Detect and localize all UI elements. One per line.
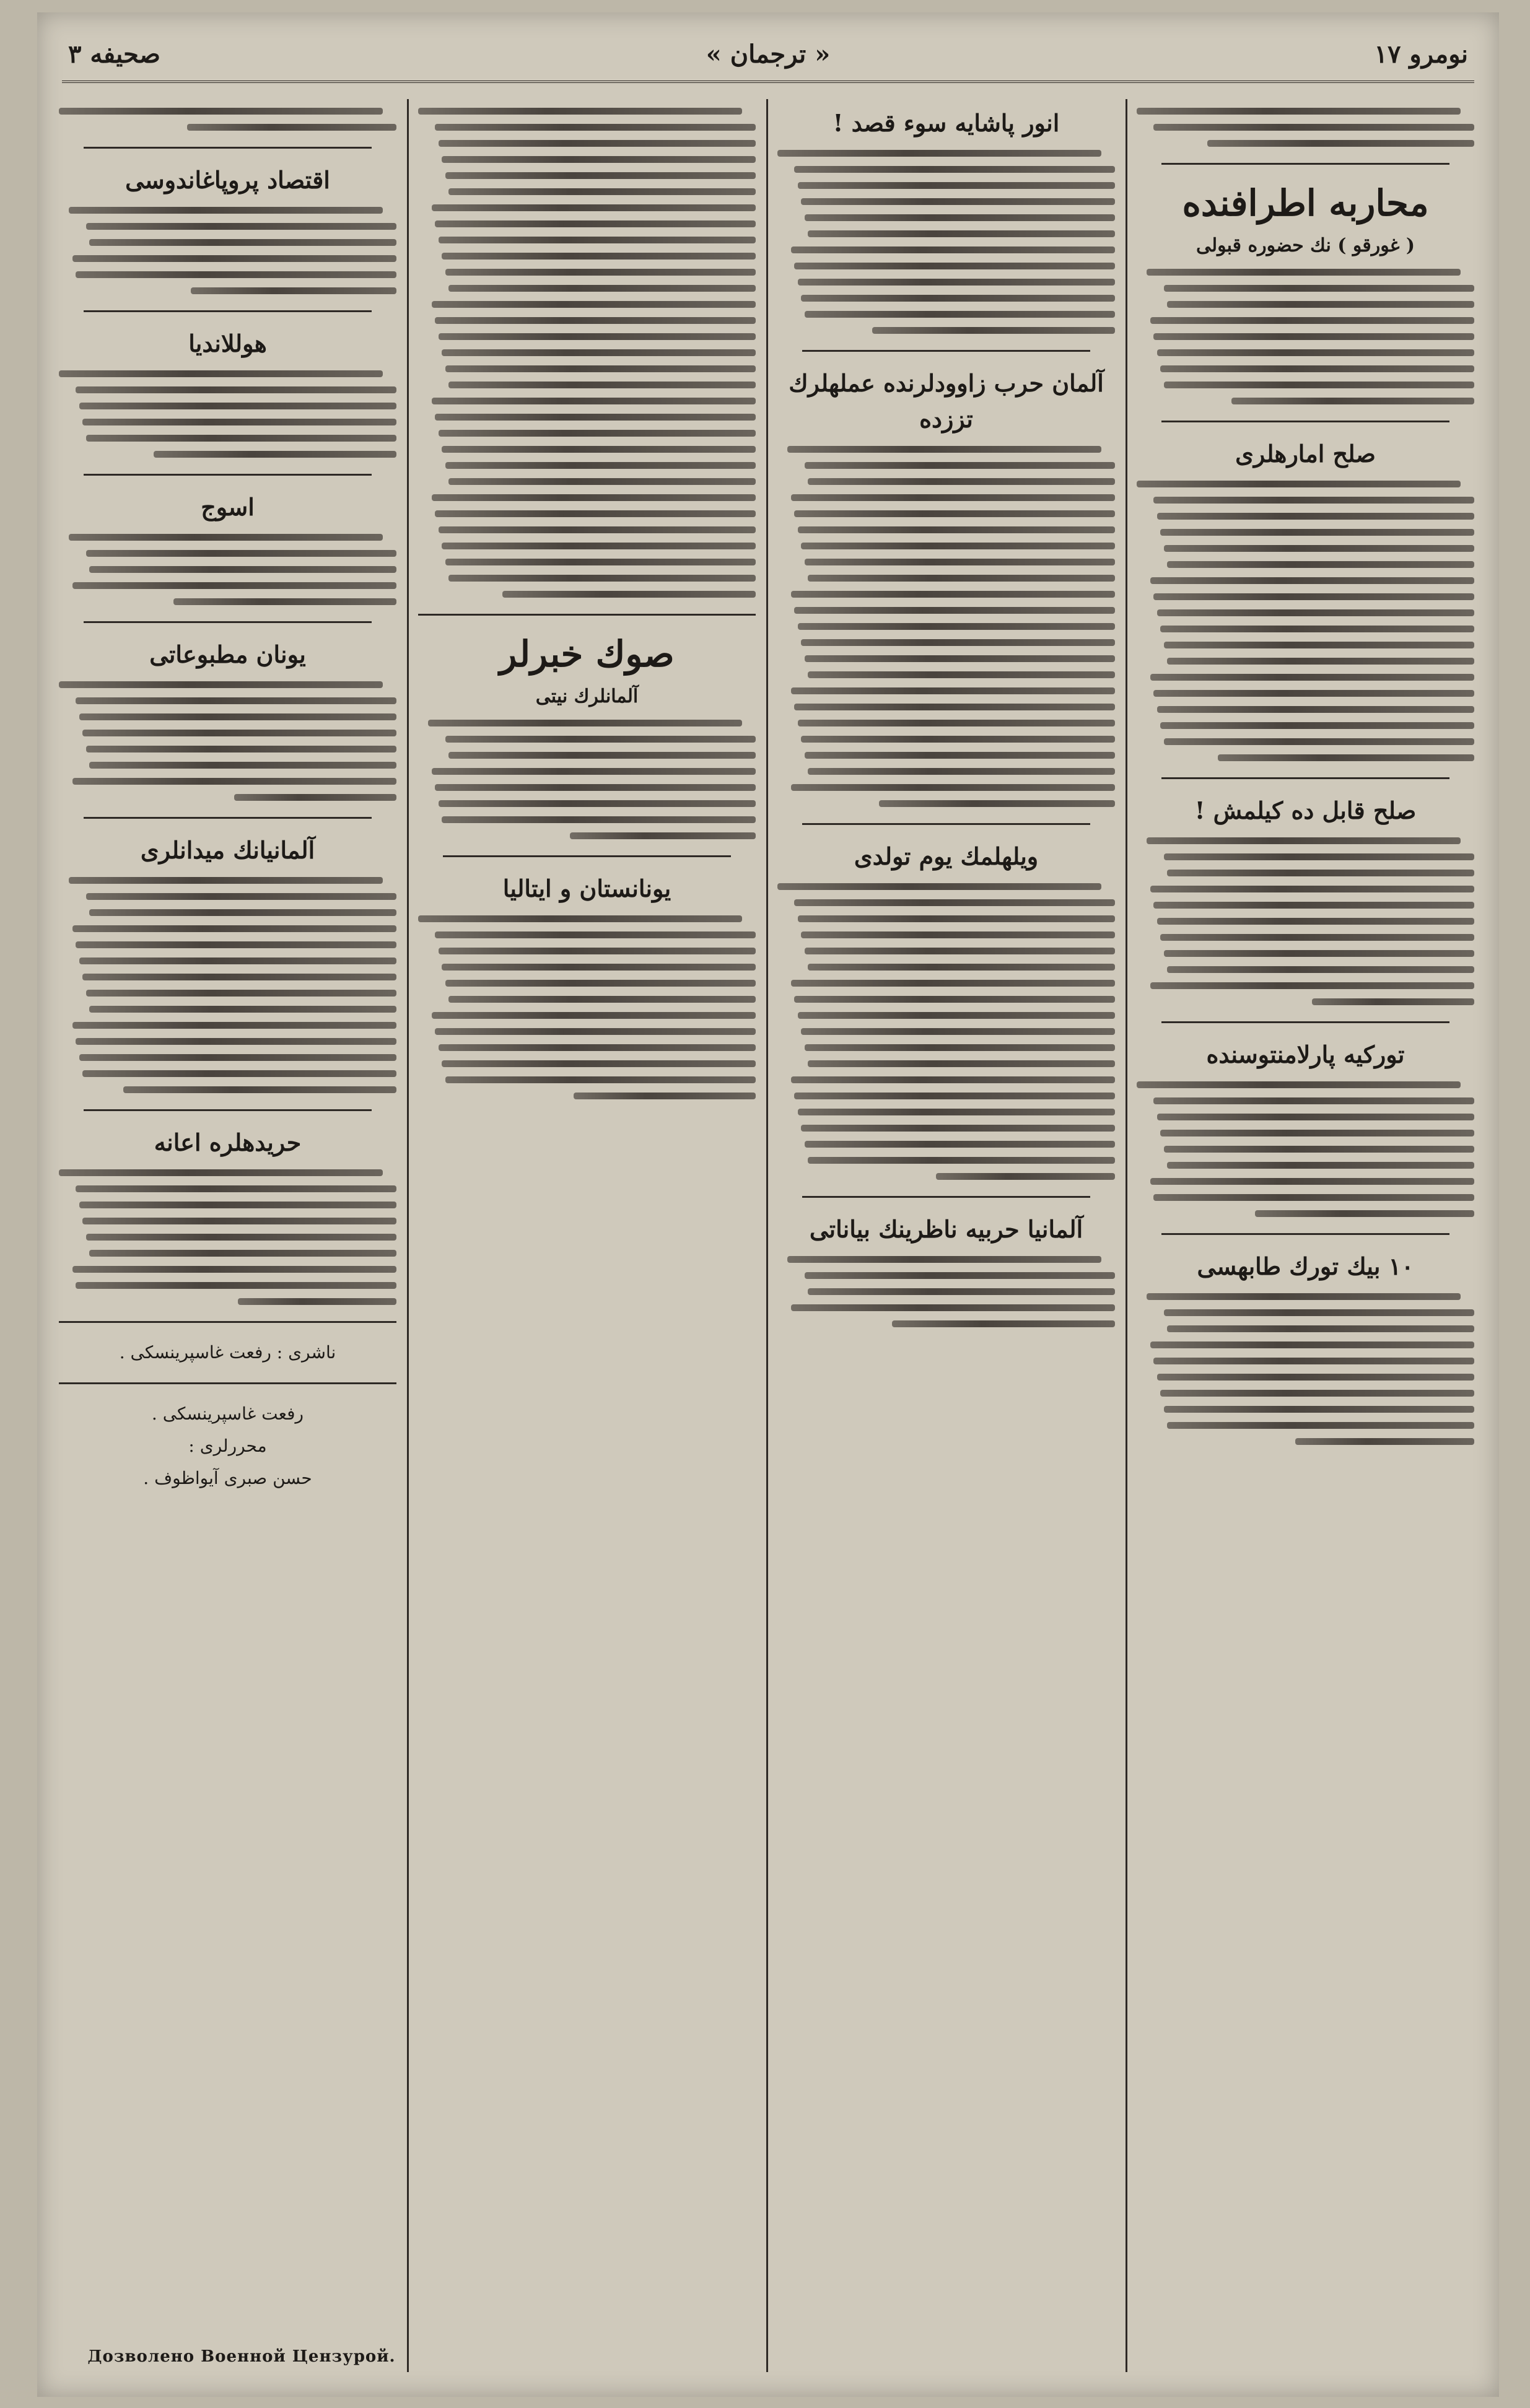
column-2: [777, 99, 1115, 2372]
article-body-text: [59, 681, 396, 801]
article-divider: [802, 350, 1090, 352]
column-rule: [1126, 99, 1127, 2372]
article-divider: [1161, 1233, 1449, 1235]
article: [777, 365, 1115, 807]
article-headline: هوللانديا: [188, 329, 267, 357]
article-headline: انور پاشایه سوء قصد !: [833, 109, 1060, 137]
article-body-text: [59, 877, 396, 1093]
column-4: [59, 99, 396, 2372]
article-divider: [802, 1196, 1090, 1198]
article-headline: ١٠ بيك تورك طابهسی: [1197, 1252, 1414, 1280]
article-body-text: [59, 370, 396, 458]
article: [59, 832, 396, 1093]
article-body-text: [59, 1169, 396, 1305]
editors-block: [59, 1398, 396, 1494]
article-body-text: [777, 446, 1115, 807]
article-divider: [84, 817, 372, 819]
article-divider: [1161, 1021, 1449, 1023]
article: [59, 1125, 396, 1305]
article-body-text: [59, 534, 396, 605]
article-body-text: [1137, 108, 1474, 147]
page-header: [62, 25, 1474, 83]
article: [1137, 1037, 1474, 1217]
article-body-text: [418, 720, 756, 839]
article-body-text: [1137, 269, 1474, 404]
article: [777, 839, 1115, 1180]
divider: [59, 1321, 396, 1323]
article: [59, 108, 396, 131]
article-divider: [84, 621, 372, 623]
article: [777, 1211, 1115, 1327]
issue-number: نومرو ١٧: [1374, 40, 1468, 69]
article-headline: توركيه پارلامنتوسنده: [1206, 1040, 1405, 1068]
article-divider: [84, 310, 372, 312]
article-headline: يونانستان و ايتاليا: [502, 875, 671, 902]
article-divider: [1161, 163, 1449, 165]
article-headline: يونان مطبوعاتی: [149, 640, 306, 668]
article-headline: صلح قابل ده كيلمش !: [1194, 796, 1417, 824]
article: [1137, 436, 1474, 761]
article: [59, 162, 396, 294]
article: [418, 629, 756, 839]
article-headline: آلمانيانك ميدانلری: [140, 836, 315, 864]
article-body-text: [418, 915, 756, 1099]
article-divider: [84, 147, 372, 149]
article-headline: ويلهلمك يوم تولدی: [854, 842, 1039, 870]
editor-name: حسن صبری آيواظوف .: [143, 1468, 312, 1488]
censor-stamp: Дозволено Военной Цензурой.: [87, 2347, 396, 2366]
publisher-line: ناشری : رفعت غاسپرينسكی .: [119, 1342, 336, 1363]
article-headline: محاربه اطرافنده: [1182, 182, 1429, 224]
article: [777, 105, 1115, 334]
article-headline: صلح امارهلری: [1235, 440, 1376, 468]
newspaper-title: « ترجمان »: [706, 40, 831, 69]
article-body-text: [418, 108, 756, 598]
article-divider: [1161, 777, 1449, 779]
article-headline: آلمان حرب زاوودلرنده عملهلرك تززده: [789, 369, 1104, 433]
article: [1137, 178, 1474, 404]
article: [1137, 793, 1474, 1005]
article-body-text: [1137, 1081, 1474, 1217]
article-body-text: [59, 108, 396, 131]
article-body-text: [777, 1256, 1115, 1327]
article-body-text: [777, 150, 1115, 334]
article: [59, 326, 396, 458]
article: [1137, 108, 1474, 147]
page-number: صحیفه ٣: [68, 40, 160, 69]
article: [59, 489, 396, 605]
newspaper-page: [37, 12, 1499, 2397]
article-headline: اسوج: [201, 493, 255, 521]
article-headline: صوك خبرلر: [499, 633, 675, 675]
article-body-text: [777, 883, 1115, 1180]
article-divider: [84, 1109, 372, 1111]
column-1: [1137, 99, 1474, 2372]
article: [418, 871, 756, 1099]
article: [418, 108, 756, 598]
article-divider: [443, 855, 731, 857]
divider: [59, 1382, 396, 1384]
article-headline: آلمانيا حربيه ناظرينك بياناتی: [809, 1215, 1083, 1243]
editors-label: محررلری :: [188, 1436, 267, 1456]
article-headline: اقتصاد پروپاغاندوسی: [125, 166, 330, 194]
article-divider: [84, 474, 372, 476]
article-divider: [802, 823, 1090, 825]
article-body-text: [59, 207, 396, 294]
article-divider: [1161, 421, 1449, 422]
article-divider: [418, 614, 756, 616]
article-body-text: [1137, 1293, 1474, 1445]
column-3: [418, 99, 756, 2372]
article-body-text: [1137, 481, 1474, 761]
article-body-text: [1137, 837, 1474, 1005]
article-headline: حريدهلره اعانه: [154, 1128, 302, 1156]
editor-name: رفعت غاسپرينسكی .: [151, 1403, 304, 1424]
article: [1137, 1249, 1474, 1445]
article-subheadline: ( غورقو ) نك حضوره قبولی: [1196, 235, 1415, 256]
column-rule: [407, 99, 409, 2372]
column-rule: [766, 99, 768, 2372]
article: [59, 637, 396, 801]
article-subheadline: آلمانلرك نيتی: [535, 686, 639, 707]
